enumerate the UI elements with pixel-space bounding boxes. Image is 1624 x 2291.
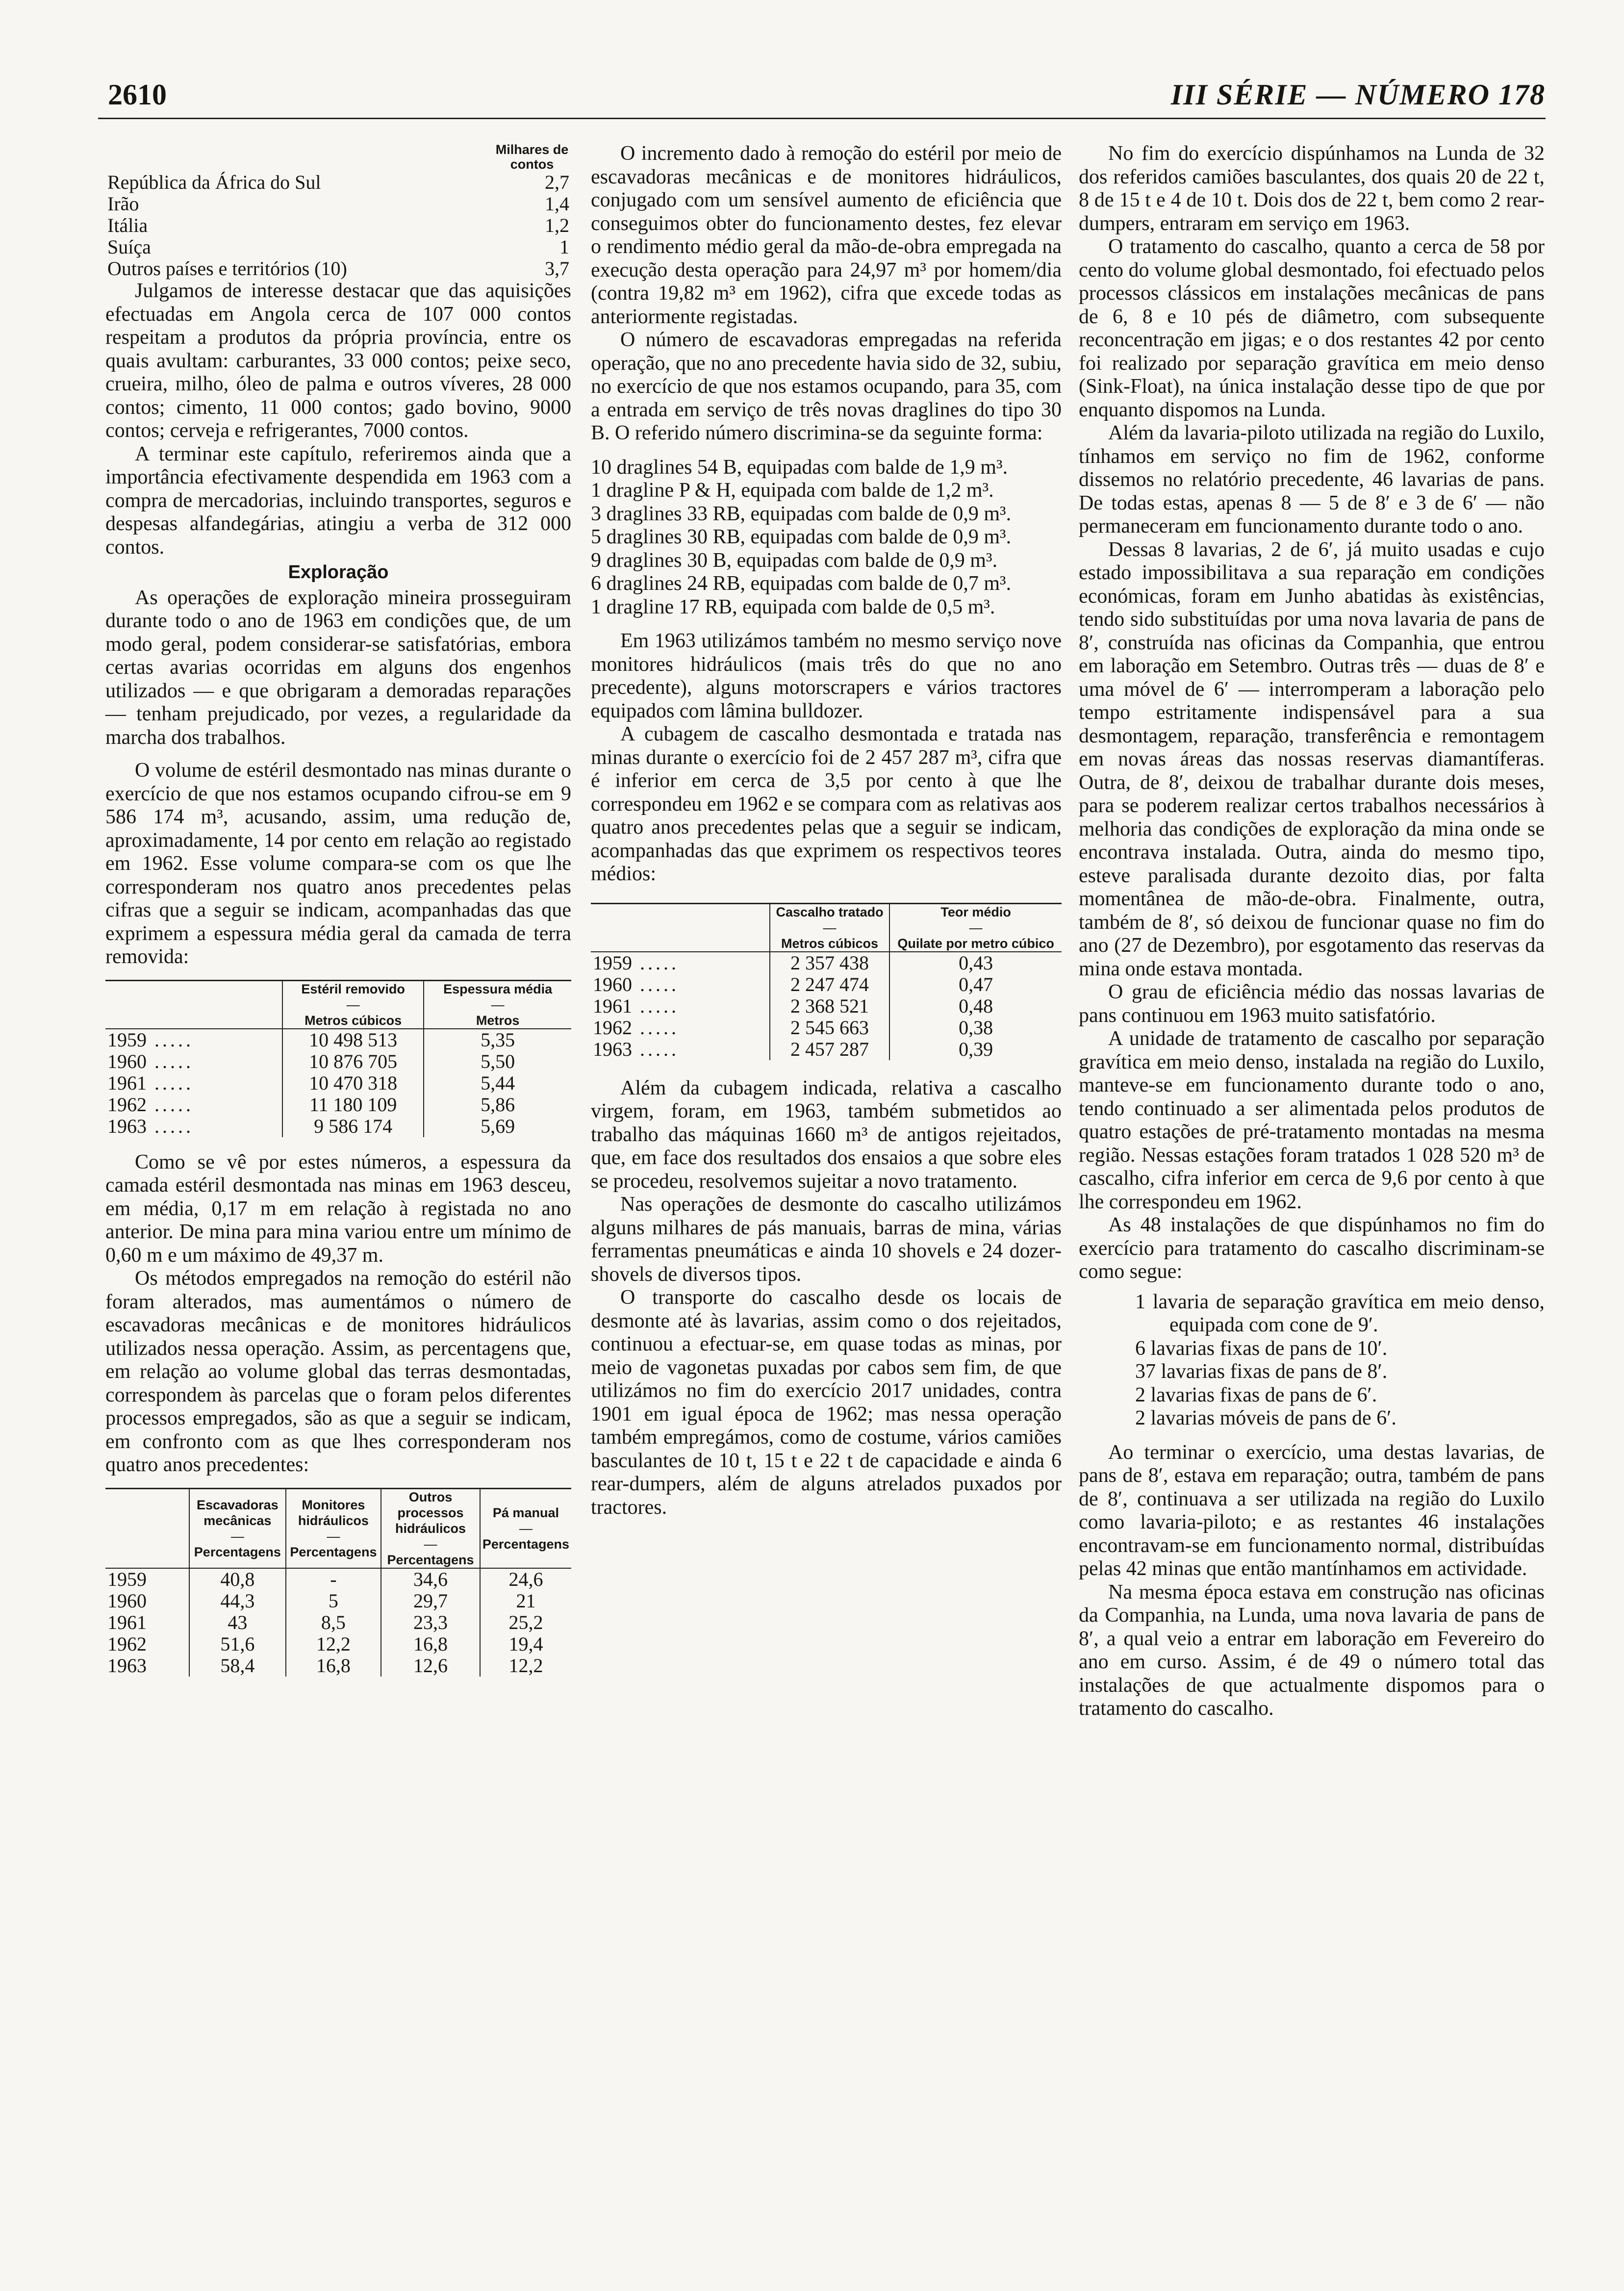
paragraph: A terminar este capítulo, referiremos ainda que a importância efectivamente despendida em 1963 com a compra de mercadorias, incluindo transportes, seguros e despesas alfandegárias, atingiu a verba de 312 000 contos.: [105, 442, 571, 559]
list-item: 37 lavarias fixas de pans de 8′.: [1135, 1360, 1388, 1383]
paragraph: A unidade de tratamento de cascalho por separação gravítica em meio denso, instalada na região do Luxilo, manteve-se em funcionamento durante todo o ano, tendo continuado a ser alimentada pelos produtos de quatro estações de pré-tratamento montadas na mesma região. Nessas estações foram tratados 1 028 520 m³ de cascalho, cifra inferior em cerca de 9,6 por cento à que lhe correspondeu em 1962.: [1079, 1027, 1545, 1213]
methods-table: [105, 1488, 571, 1677]
series-title: III SÉRIE — NÚMERO 178: [1170, 78, 1546, 111]
column-1: [105, 142, 571, 1677]
countries-unit: Milhares de contos: [495, 142, 569, 172]
paragraph: Na mesma época estava em construção nas oficinas da Companhia, na Lunda, uma nova lavaria de pans de 8′, a qual veio a entrar em laboração em Fevereiro do ano em curso. Assim, é de 49 o número total das instalações de que actualmente dispomos para o tratamento do cascalho.: [1079, 1580, 1545, 1720]
table-row: 1962 ..... 2 545 663 0,38: [591, 1017, 1062, 1039]
paragraph: Em 1963 utilizámos também no mesmo serviço nove monitores hidráulicos (mais três do que no ano precedente), alguns motorscrapers e vários tractores equipados com lâmina bulldozer.: [591, 630, 1062, 722]
country-value: 1: [559, 236, 569, 258]
machines-list: [591, 456, 1062, 619]
table-header: Teor médio — Quilate por metro cúbico: [889, 903, 1062, 951]
paragraph: Como se vê por estes números, a espessura da camada estéril desmontada nas minas em 1963 desceu, em média, 0,17 m em relação à registada no ano anterior. De mina para mina variou entre um mínimo de 0,60 m e um máximo de 49,37 m.: [105, 1150, 571, 1267]
list-item: 2 lavarias fixas de pans de 6′.: [1135, 1383, 1377, 1406]
country-name: Irão: [107, 193, 139, 215]
table-row: 1963 ..... 9 586 174 5,69: [105, 1116, 571, 1137]
country-value: 2,7: [545, 171, 569, 193]
paragraph: O número de escavadoras empregadas na referida operação, que no ano precedente havia sido de 32, subiu, no exercício de que nos estamos ocupando, para 35, com a entrada em serviço de três novas draglines do tipo 30 B. O referido número discrimina-se da seguinte forma:: [591, 329, 1062, 444]
table-row: [105, 193, 571, 215]
table-row: [105, 172, 571, 193]
table-row: [105, 258, 571, 280]
table-row: 1961 ..... 2 368 521 0,48: [591, 995, 1062, 1017]
country-name: Suíça: [107, 236, 151, 258]
table-header: Espessura média — Metros: [424, 980, 571, 1028]
table-header: Pá manual — Percentagens: [480, 1488, 571, 1568]
list-item: 10 draglines 54 B, equipadas com balde de 1,9 m³.: [591, 456, 1008, 479]
list-item: 1 dragline 17 RB, equipada com balde de 0,5 m³.: [591, 595, 995, 618]
list-item: 3 draglines 33 RB, equipadas com balde de 0,9 m³.: [591, 502, 1012, 525]
table-header: Cascalho tratado — Metros cúbicos: [770, 903, 890, 951]
paragraph: As 48 instalações de que dispúnhamos no fim do exercício para tratamento do cascalho discriminam-se como segue:: [1079, 1214, 1545, 1283]
list-item: 6 lavarias fixas de pans de 10′.: [1135, 1337, 1388, 1360]
country-name: Itália: [107, 214, 148, 236]
countries-table: [105, 172, 571, 280]
column-3: [1079, 142, 1545, 1721]
page-number: 2610: [108, 78, 167, 111]
gravel-table: [591, 903, 1062, 1060]
list-item: 5 draglines 30 RB, equipadas com balde de 0,9 m³.: [591, 526, 1012, 548]
country-value: 1,2: [545, 214, 569, 236]
paragraph: O grau de eficiência médio das nossas lavarias de pans continuou em 1963 muito satisfatório.: [1079, 981, 1545, 1027]
column-2: [591, 142, 1062, 1519]
paragraph: As operações de exploração mineira prosseguiram durante todo o ano de 1963 em condições que, de um modo geral, podem considerar-se satisfatórias, embora certas avarias ocorridas em alguns dos engenhos utilizados — e que obrigaram a demoradas reparações — tenham prejudicado, por vezes, a regularidade da marcha dos trabalhos.: [105, 586, 571, 749]
table-row: [105, 215, 571, 236]
country-value: 1,4: [545, 193, 569, 215]
paragraph: A cubagem de cascalho desmontada e tratada nas minas durante o exercício foi de 2 457 287 m³, cifra que é inferior em cerca de 3,5 por cento à que lhe correspondeu em 1962 e se compara com as relativas aos quatro anos precedentes pelas que a seguir se indicam, acompanhadas das que exprimem os respectivos teores médios:: [591, 723, 1062, 885]
table-row: 1963 58,4 16,8 12,6 12,2: [105, 1655, 571, 1677]
list-item: 1 dragline P & H, equipada com balde de 1,2 m³.: [591, 479, 994, 502]
country-name: Outros países e territórios (10): [107, 257, 347, 280]
sterile-table: [105, 980, 571, 1137]
table-row: 1959 ..... 2 357 438 0,43: [591, 952, 1062, 974]
paragraph: Além da lavaria-piloto utilizada na região do Luxilo, tínhamos em serviço no fim de 1962, conforme dissemos no relatório precedente, 46 lavarias de pans. De todas estas, apenas 8 — 5 de 8′ e 3 de 6′ — não permaneceram em funcionamento durante todo o ano.: [1079, 422, 1545, 537]
table-row: 1961 43 8,5 23,3 25,2: [105, 1612, 571, 1633]
list-item: 6 draglines 24 RB, equipadas com balde de 0,7 m³.: [591, 572, 1012, 595]
table-row: 1961 ..... 10 470 318 5,44: [105, 1072, 571, 1094]
table-row: 1960 44,3 5 29,7 21: [105, 1590, 571, 1612]
paragraph: O transporte do cascalho desde os locais de desmonte até às lavarias, assim como o dos rejeitados, continuou a efectuar-se, em quase todas as minas, por meio de vagonetas puxadas por cabos sem fim, de que utilizámos no fim do exercício 2017 unidades, contra 1901 em igual época de 1962; mas nessa operação também empregámos, como de costume, vários camiões basculantes de 10 t, 15 t e 22 t de capacidade e ainda 6 rear-dumpers, além de alguns atrelados puxados por tractores.: [591, 1286, 1062, 1519]
paragraph: No fim do exercício dispúnhamos na Lunda de 32 dos referidos camiões basculantes, dos quais 20 de 22 t, 8 de 15 t e 4 de 10 t. Dois dos de 22 t, bem como 2 rear-dumpers, entraram em serviço em 1963.: [1079, 142, 1545, 235]
table-row: 1962 ..... 11 180 109 5,86: [105, 1094, 571, 1116]
country-name: República da África do Sul: [107, 171, 321, 193]
paragraph: Nas operações de desmonte do cascalho utilizámos alguns milhares de pás manuais, barras de mina, várias ferramentas pneumáticas e ainda 10 shovels e 24 dozer-shovels de diversos tipos.: [591, 1193, 1062, 1286]
table-header: Monitores hidráulicos — Percentagens: [286, 1488, 381, 1568]
paragraph: O volume de estéril desmontado nas minas durante o exercício de que nos estamos ocupando cifrou-se em 9 586 174 m³, acusando, assim, uma redução de, aproximadamente, 14 por cento em relação ao registado em 1962. Esse volume compara-se com os que lhe corresponderam nos quatro anos precedentes pelas cifras que a seguir se indicam, acompanhadas das que exprimem a espessura média geral da camada de terra removida:: [105, 759, 571, 968]
page-header: [98, 74, 1546, 119]
paragraph: O incremento dado à remoção do estéril por meio de escavadoras mecânicas e de monitores hidráulicos, conjugado com um sensível aumento de eficiência que conseguimos obter do funcionamento destes, fez elevar o rendimento médio geral da mão-de-obra empregada na execução desta operação para 24,97 m³ por homem/dia (contra 19,82 m³ em 1962), cifra que excede todas as anteriormente registadas.: [591, 142, 1062, 328]
section-heading: Exploração: [288, 562, 389, 583]
table-row: 1959 40,8 - 34,6 24,6: [105, 1568, 571, 1590]
paragraph: Dessas 8 lavarias, 2 de 6′, já muito usadas e cujo estado impossibilitava a sua reparação em condições económicas, foram em Junho abatidas às existências, tendo sido substituídas por uma nova lavaria de pans de 8′, construída nas oficinas da Companhia, que entrou em laboração em Setembro. Outras três — duas de 8′ e uma móvel de 6′ — interromperam a laboração pelo tempo estritamente indispensável para a sua desmontagem, reparação, transferência e remontagem em novas áreas das nossas reservas diamantíferas. Outra, de 8′, deixou de trabalhar durante dois meses, para se poderem realizar certos trabalhos necessários à melhoria das condições de exploração da mina onde se encontrava instalada. Outra, ainda do mesmo tipo, esteve paralisada durante dezoito dias, por falta momentânea de mão-de-obra. Finalmente, outra, também de 8′, só deixou de funcionar quase no fim do ano (27 de Dezembro), por esgotamento das reservas da mina onde estava montada.: [1079, 538, 1545, 980]
table-row: [105, 236, 571, 258]
table-row: 1960 ..... 10 876 705 5,50: [105, 1051, 571, 1072]
table-row: 1962 51,6 12,2 16,8 19,4: [105, 1633, 571, 1655]
table-header: Escavadoras mecânicas — Percentagens: [189, 1488, 286, 1568]
paragraph: Ao terminar o exercício, uma destas lavarias, de pans de 8′, estava em reparação; outra, também de pans de 8′, continuava a ser utilizada na região do Luxilo como lavaria-piloto; e as restantes 46 instalações encontravam-se em funcionamento normal, distribuídas pelas 42 minas que então mantínhamos em actividade.: [1079, 1441, 1545, 1580]
list-item: 2 lavarias móveis de pans de 6′.: [1135, 1407, 1396, 1429]
paragraph: Julgamos de interesse destacar que das aquisições efectuadas em Angola cerca de 107 000 contos respeitam a produtos da própria província, entre os quais avultam: carburantes, 33 000 contos; peixe seco, crueira, milho, óleo de palma e outros víveres, 28 000 contos; cimento, 11 000 contos; gado bovino, 9000 contos; cerveja e refrigerantes, 7000 contos.: [105, 280, 571, 442]
list-item: 1 lavaria de separação gravítica em meio denso, equipada com cone de 9′.: [1135, 1290, 1545, 1336]
table-header: Estéril removido — Metros cúbicos: [282, 980, 424, 1028]
table-header: Outros processos hidráulicos — Percentagens: [381, 1488, 480, 1568]
paragraph: Além da cubagem indicada, relativa a cascalho virgem, foram, em 1963, também submetidos ao trabalho das máquinas 1660 m³ de antigos rejeitados, que, em face dos resultados dos ensaios a que sobre eles se procedeu, resolvemos sujeitar a novo tratamento.: [591, 1076, 1062, 1193]
table-row: 1959 ..... 10 498 513 5,35: [105, 1029, 571, 1051]
table-row: 1963 ..... 2 457 287 0,39: [591, 1039, 1062, 1060]
country-value: 3,7: [545, 257, 569, 280]
paragraph: O tratamento do cascalho, quanto a cerca de 58 por cento do volume global desmontado, foi efectuado pelos processos clássicos em instalações mecânicas de pans de 6, 8 e 10 pés de diâmetro, com subsequente reconcentração em jigas; e o dos restantes 42 por cento foi realizado por separação gravítica em meio denso (Sink-Float), na única instalação desse tipo de que por enquanto dispomos na Lunda.: [1079, 235, 1545, 421]
table-row: 1960 ..... 2 247 474 0,47: [591, 974, 1062, 995]
paragraph: Os métodos empregados na remoção do estéril não foram alterados, mas aumentámos o número de escavadoras mecânicas e de monitores hidráulicos utilizados nessa operação. Assim, as percentagens que, em relação ao volume global das terras desmontadas, correspondem às parcelas que o foram pelos diferentes processos empregados, são as que a seguir se indicam, em confronto com as que lhes corresponderam nos quatro anos precedentes:: [105, 1267, 571, 1476]
installations-list: [1079, 1291, 1545, 1430]
list-item: 9 draglines 30 B, equipadas com balde de 0,9 m³.: [591, 549, 998, 572]
